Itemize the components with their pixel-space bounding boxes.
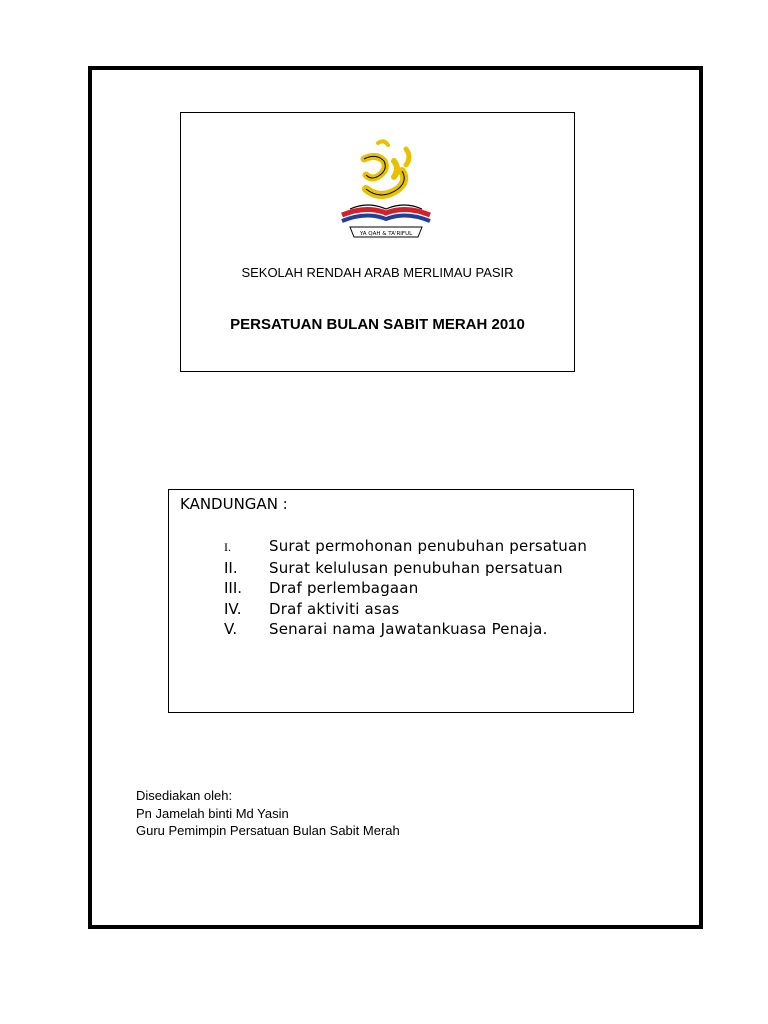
list-item [169, 599, 633, 620]
list-item [169, 619, 633, 640]
list-item-number: IV. [224, 599, 242, 618]
school-logo [336, 131, 436, 241]
preparer-role: Guru Pemimpin Persatuan Bulan Sabit Merah [136, 823, 400, 838]
contents-list [169, 536, 633, 640]
header-box [180, 112, 575, 372]
prepared-by-label: Disediakan oleh: [136, 788, 233, 803]
logo-ribbon-text: YA QAH & TA'RIFUL [359, 231, 413, 237]
document-title: PERSATUAN BULAN SABIT MERAH 2010 [230, 316, 525, 333]
list-item-number: I. [224, 540, 231, 554]
list-item-number: II. [224, 558, 238, 577]
prepared-by-block [136, 787, 400, 840]
list-item-text: Senarai nama Jawatankuasa Penaja. [269, 620, 548, 638]
contents-heading: KANDUNGAN : [180, 495, 288, 513]
preparer-name: Pn Jamelah binti Md Yasin [136, 805, 289, 821]
list-item-text: Draf perlembagaan [269, 579, 419, 597]
list-item-number: III. [224, 579, 243, 597]
list-item-number: V. [224, 620, 238, 638]
list-item [169, 578, 633, 599]
list-item [169, 536, 633, 558]
list-item [169, 558, 633, 579]
list-item-text: Surat kelulusan penubuhan persatuan [269, 558, 563, 577]
list-item-text: Draf aktiviti asas [269, 599, 400, 618]
contents-box [168, 489, 634, 713]
school-name: SEKOLAH RENDAH ARAB MERLIMAU PASIR [241, 265, 514, 280]
list-item-text: Surat permohonan penubuhan persatuan [269, 537, 588, 555]
